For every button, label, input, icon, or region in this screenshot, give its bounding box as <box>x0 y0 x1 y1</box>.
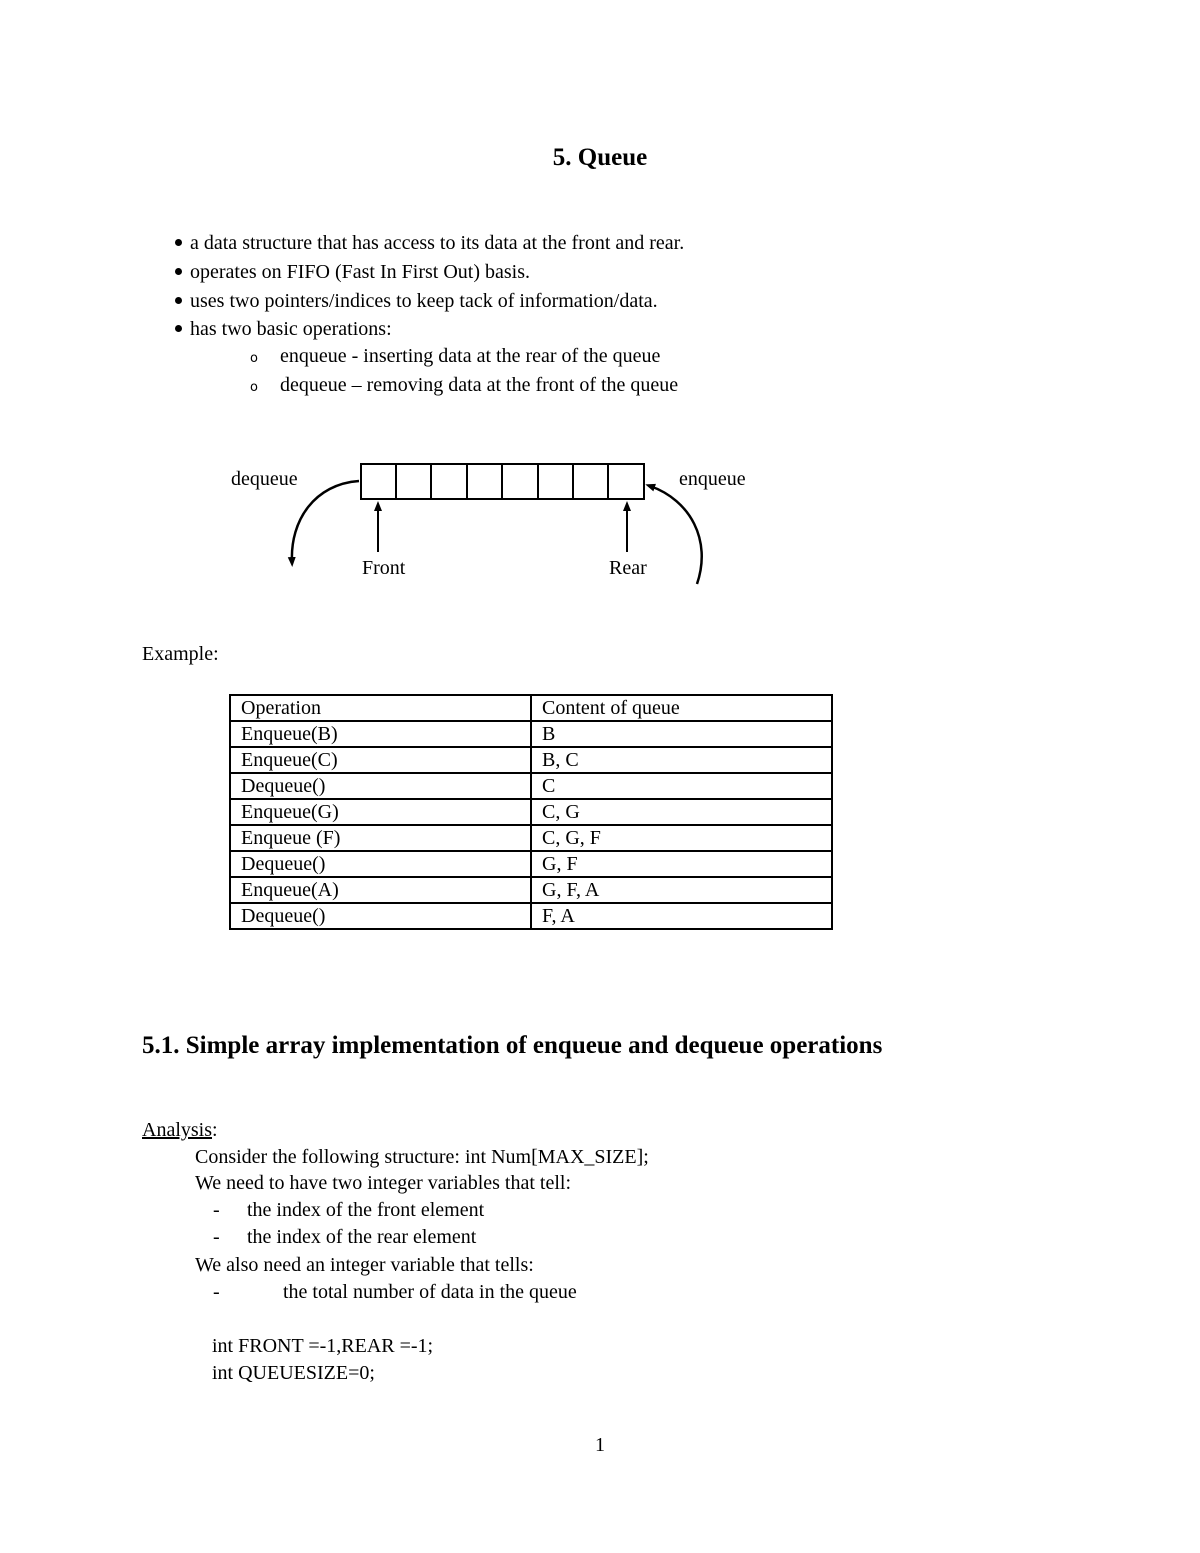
page-number: 1 <box>595 1434 605 1456</box>
circle-bullet-icon: o <box>250 380 258 395</box>
operation-cell: Enqueue(C) <box>230 747 531 773</box>
table-row <box>230 721 832 747</box>
table-row <box>230 747 832 773</box>
table-row <box>230 825 832 851</box>
content-cell: C <box>531 773 832 799</box>
dequeue-arrow <box>292 481 359 562</box>
content-cell: C, G, F <box>531 825 832 851</box>
dash-item: - <box>213 1199 220 1221</box>
bullet-item: operates on FIFO (Fast In First Out) basis. <box>175 259 530 285</box>
operation-cell: Dequeue() <box>230 773 531 799</box>
analysis-line: We also need an integer variable that tells: <box>195 1254 534 1276</box>
table-row <box>230 799 832 825</box>
table-row <box>230 773 832 799</box>
sub-bullet-item: o enqueue - inserting data at the rear of the queue <box>250 343 660 372</box>
dash-item-text: the index of the front element <box>247 1199 485 1221</box>
analysis-line: We need to have two integer variables that tell: <box>195 1172 572 1194</box>
analysis-line: Consider the following structure: int Num[MAX_SIZE]; <box>195 1146 649 1168</box>
example-label: Example: <box>142 643 219 665</box>
dash-item-text: the total number of data in the queue <box>283 1281 577 1303</box>
table-row <box>230 851 832 877</box>
dequeue-label: dequeue <box>231 468 298 490</box>
table-row <box>230 903 832 929</box>
table-row <box>230 877 832 903</box>
content-cell: G, F, A <box>531 877 832 903</box>
content-cell: C, G <box>531 799 832 825</box>
operation-cell: Dequeue() <box>230 851 531 877</box>
page-title: 5. Queue <box>552 144 648 171</box>
operation-cell: Dequeue() <box>230 903 531 929</box>
circle-bullet-icon: o <box>250 351 258 366</box>
code-line: int QUEUESIZE=0; <box>212 1362 375 1384</box>
rear-label: Rear <box>609 557 647 579</box>
content-cell: B <box>531 721 832 747</box>
operation-cell: Enqueue(B) <box>230 721 531 747</box>
analysis-label: Analysis: <box>142 1119 218 1141</box>
operation-cell: Enqueue(G) <box>230 799 531 825</box>
sub-bullet-item: o dequeue – removing data at the front of the queue <box>250 372 678 401</box>
queue-operations-table <box>229 694 833 930</box>
content-cell: F, A <box>531 903 832 929</box>
content-cell: G, F <box>531 851 832 877</box>
table-header-cell: Operation <box>230 695 531 721</box>
dash-item: - <box>213 1281 220 1303</box>
content-cell: B, C <box>531 747 832 773</box>
table-header-row <box>230 695 832 721</box>
dash-item-text: the index of the rear element <box>247 1226 477 1248</box>
code-line: int FRONT =-1,REAR =-1; <box>212 1335 434 1357</box>
bullet-item: has two basic operations: <box>175 316 392 342</box>
front-label: Front <box>362 557 406 579</box>
table-header-cell: Content of queue <box>531 695 832 721</box>
queue-diagram <box>0 0 1200 620</box>
enqueue-label: enqueue <box>679 468 746 490</box>
operation-cell: Enqueue (F) <box>230 825 531 851</box>
section-heading: 5.1. Simple array implementation of enqueue and dequeue operations <box>142 1032 883 1059</box>
dash-item: - <box>213 1226 220 1248</box>
queue-cell-dividers <box>396 464 608 499</box>
operation-cell: Enqueue(A) <box>230 877 531 903</box>
bullet-item: uses two pointers/indices to keep tack of information/data. <box>175 288 658 314</box>
bullet-item: a data structure that has access to its data at the front and rear. <box>175 230 684 256</box>
enqueue-arrow <box>650 486 702 584</box>
